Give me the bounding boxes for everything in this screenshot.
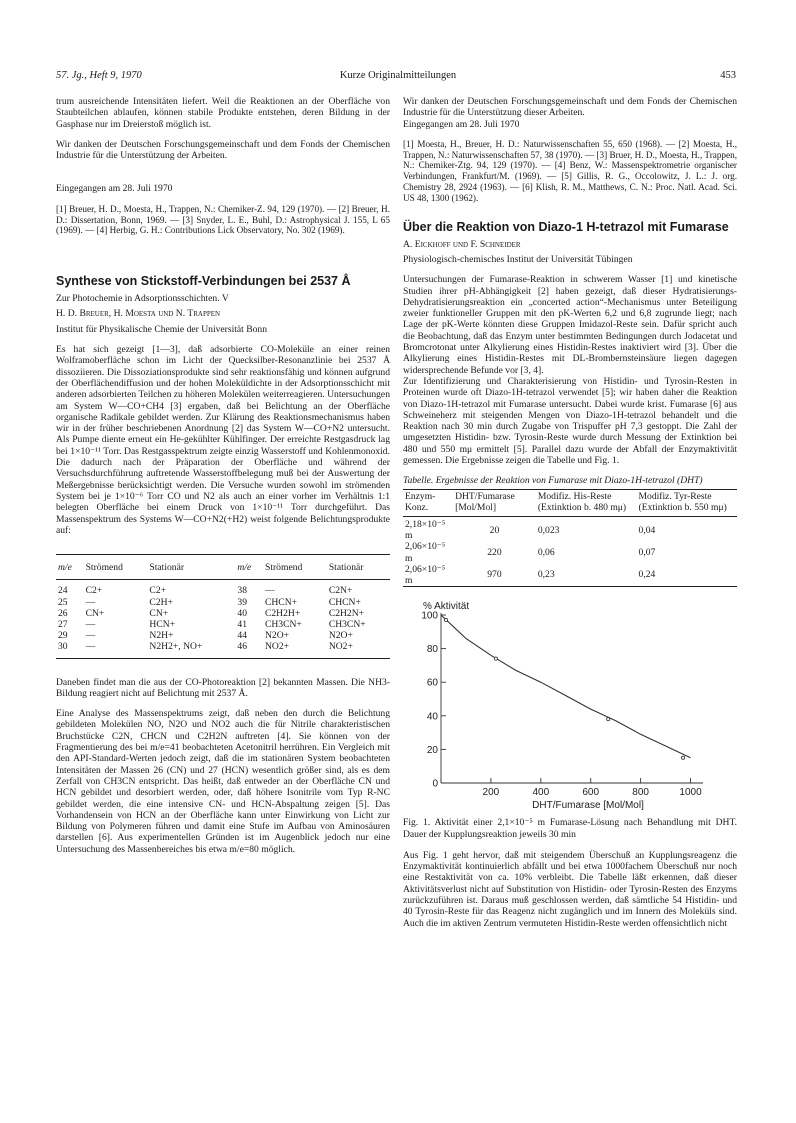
col-header: Modifiz. Tyr-Reste (Extinktion b. 550 mμ) (637, 489, 737, 516)
table-cell: N2H2+, NO+ (149, 641, 203, 653)
table-cell: 970 (487, 569, 502, 581)
table-cell: CN+ (149, 607, 169, 619)
table-cell: 0,06 (537, 547, 555, 559)
right-column (403, 96, 737, 938)
table-row (56, 597, 390, 608)
x-axis-label: DHT/Fumarase [Mol/Mol] (532, 800, 644, 812)
table-cell: 0,07 (638, 547, 656, 559)
table-cell: — (85, 618, 96, 630)
table-cell: 25 (58, 596, 68, 608)
y-tick-label: 20 (426, 745, 438, 757)
table-header-row (403, 489, 737, 516)
table-cell: NO2+ (328, 641, 353, 653)
table-row (56, 580, 390, 597)
table-cell: N2H+ (149, 630, 174, 642)
table-cell: 39 (237, 596, 247, 608)
table-cell: 29 (58, 630, 68, 642)
paragraph: Zur Identifizierung und Charakterisierung von Histidin- und Tyrosin-Resten in Proteinen wurde oft Diazo-1H-tetrazol verwendet [5]; wir haben daher die Reaktion von Diazo-1H-tetrazol mit Fumarase untersucht. Dabei wurde krist. Fumarase [6] aus Schweineherz mit steigenden Mengen von Diazo-1H-tetrazol behandelt und die Reaktion nach 30 min durch Zugabe von Trispuffer pH 7,3 gestoppt. Die Zahl der umgesetzten Histidin- bzw. Tyrosin-Reste wurde durch Messung der Extinktion bei 480 und 550 mμ ermittelt [5]. Parallel dazu wurde der Abfall der Enzymaktivität gemessen. Die Ergebnisse zeigen die Tabelle und Fig. 1. (403, 375, 737, 467)
institute: Institut für Physikalische Chemie der Universität Bonn (56, 323, 268, 335)
table-cell: — (264, 585, 275, 597)
table-cell: C2N+ (328, 585, 353, 597)
table-header-row (56, 555, 390, 580)
article-subtitle: Zur Photochemie in Adsorptionsschichten. V (56, 293, 229, 305)
table-cell: C2H2H+ (264, 607, 301, 619)
table-cell: 26 (58, 607, 68, 619)
table-row (56, 641, 390, 658)
x-tick-label: 1000 (679, 787, 702, 799)
col-header: Strömend (263, 555, 327, 580)
paragraph-main: Untersuchungen der Fumarase-Reaktion in schwerem Wasser [1] und kinetische Studien ihrer pH-Abhängigkeit [2] haben gezeigt, daß dieser Hydratisierungs-Dehydratisierungsreaktion ein „concerted action“-Mechanismus unter Beteiligung zweier funktioneller Gruppen mit den pK-Werten 6,2 und 6,8 zugrunde liegt; nach Lage der pK-Werte könnten diese Gruppen Imidazol-Reste sein. Dafür spricht auch die Beobachtung, daß das Enzym unter bestimmten Bedingungen durch Jodacetat und Bromcrotonat unter Alkylierung eines Histidin-Restes inaktiviert wird [3]. Über die Alkylierung eines Histidin-Restes mit DL-Brombernsteinsäure liegen dagegen widersprechende Befunde vor [3, 4]. (403, 274, 737, 376)
table-cell: 30 (58, 641, 68, 653)
journal-info: 57. Jg., Heft 9, 1970 (56, 70, 142, 81)
x-tick-label: 800 (632, 787, 649, 799)
table-cell: — (85, 596, 96, 608)
table-cell: 0,23 (537, 569, 555, 581)
col-header: DHT/Fumarase [Mol/Mol] (453, 489, 536, 516)
table-cell: 0,023 (537, 524, 560, 536)
received-date: Eingegangen am 28. Juli 1970 (403, 118, 520, 130)
received-date: Eingegangen am 28. Juli 1970 (56, 183, 173, 195)
article-title: Über die Reaktion von Diazo-1 H-tetrazol mit Fumarase (403, 219, 729, 234)
table-row (56, 630, 390, 641)
table-cell: C2+ (85, 585, 103, 597)
chart-svg (403, 591, 737, 815)
x-tick-label: 400 (532, 787, 550, 799)
table-caption: Tabelle. Ergebnisse der Reaktion von Fumarase mit Diazo-1H-tetrazol (DHT) (403, 475, 703, 487)
data-point (444, 619, 447, 622)
page-number: 453 (720, 70, 736, 81)
table-cell: 20 (489, 524, 500, 536)
col-header: Modifiz. His-Reste (Extinktion b. 480 mμ) (536, 489, 637, 516)
data-point (607, 718, 610, 721)
table-cell: 41 (237, 618, 247, 630)
table-cell: 40 (237, 607, 247, 619)
table-cell: CHCN+ (264, 596, 298, 608)
table-cell: C2H+ (149, 596, 173, 608)
y-axis-label: % Aktivität (423, 601, 470, 613)
table-cell: C2+ (149, 585, 167, 597)
paragraph: Daneben findet man die aus der CO-Photoreaktion [2] bekannten Massen. Die NH3-Bildung reagiert nicht auf Belichtung mit 2537 Å. (56, 676, 390, 699)
data-point (494, 657, 497, 660)
table-row (403, 517, 737, 542)
table-row (56, 608, 390, 619)
mass-table (56, 554, 390, 658)
section-title: Kurze Originalmitteilungen (339, 70, 457, 81)
table-cell: — (85, 630, 96, 642)
table-cell: N2O+ (328, 630, 353, 642)
table-cell: CH3CN+ (328, 618, 366, 630)
x-tick-label: 600 (582, 787, 600, 799)
table-cell: 2,18×10⁻⁵ m (405, 519, 446, 542)
y-tick-label: 80 (426, 644, 438, 656)
table-cell: N2O+ (264, 630, 290, 642)
col-header: m/e (56, 555, 84, 580)
table-row (403, 541, 737, 563)
paragraph: Aus Fig. 1 geht hervor, daß mit steigendem Überschuß an Kupplungsreagenz die Enzymaktivität kontinuierlich abfällt und bei etwa 1000fachem Überschuß nur noch eine Restaktivität von ca. 10% verbleibt. Die Tabelle läßt erkennen, daß dieser Aktivitätsverlust nicht auf Substitution von Histidin- oder Tyrosin-Resten des Enzyms zurückzuführen ist. Daraus muß geschlossen werden, daß sämtliche 54 Histidin- und 40 Tyrosin-Reste für das Reagenz nicht zugänglich und im Innern des Moleküls sind. Auch die im aktiven Zentrum vermuteten Histidin-Reste werden offensichtlich nicht (403, 849, 737, 929)
table-cell: 27 (58, 618, 68, 630)
article-title: Synthese von Stickstoff-Verbindungen bei 2537 Å (56, 274, 351, 289)
col-header: Stationär (147, 555, 235, 580)
references: [1] Breuer, H. D., Moesta, H., Trappen, N.: Chemiker-Z. 94, 129 (1970). — [2] Breuer, H. D.: Dissertation, Bonn, 1969. — [3] Snyder, L. E., Buhl, D.: Astrophysical J. 155, L 65 (1969). — [4] Herbig, G. H.: Contributions Lick Observatory, No. 302 (1969). (56, 203, 390, 236)
table-cell: 0,04 (638, 524, 656, 536)
activity-chart (403, 591, 737, 815)
table-cell: 44 (237, 630, 247, 642)
acknowledgement: Wir danken der Deutschen Forschungsgemeinschaft und dem Fonds der Chemischen Industrie für die Unterstützung dieser Arbeiten. (403, 96, 737, 119)
y-tick-label: 40 (426, 711, 438, 723)
table-cell: CH3CN+ (264, 618, 302, 630)
col-header: m/e (235, 555, 263, 580)
table-cell: HCN+ (149, 618, 176, 630)
table-cell: CHCN+ (328, 596, 361, 608)
y-tick-label: 0 (432, 778, 438, 790)
acknowledgement: Wir danken der Deutschen Forschungsgemeinschaft und dem Fonds der Chemischen Industrie für die Unterstützung der Arbeiten. (56, 138, 390, 162)
left-column (56, 96, 390, 864)
x-tick-label: 200 (482, 787, 500, 799)
table-cell: 24 (58, 585, 68, 597)
table-cell: 38 (237, 585, 247, 597)
data-point (681, 756, 684, 759)
fumarase-table (403, 489, 737, 588)
col-header: Strömend (84, 555, 148, 580)
table-cell: 2,06×10⁻⁵ m (405, 541, 446, 564)
authors: H. D. Breuer, H. Moesta und N. Trappen (56, 308, 221, 320)
table-cell: 0,24 (638, 569, 656, 581)
table-row (56, 619, 390, 630)
series-line (441, 615, 691, 758)
table-cell: 2,06×10⁻⁵ m (405, 563, 446, 587)
paragraph: Eine Analyse des Massenspektrums zeigt, daß neben den durch die Belichtung gebildeten Molekülen NO, N2O und NO2 auch die für Nitrile charakteristischen Bruchstücke C2N, CHCN und C2H2N auftreten [4]. Sie können von der Fragmentierung des bei m/e=41 beobachteten Acetonitril herrühren. Ein Vergleich mit den API-Standard-Werten jedoch zeigt, daß die im stationären System beobachteten Intensitäten der Massen 26 (CN) und 27 (HCN) wesentlich größer sind, als es dem Zerfall von CH3CN entspricht. Das heißt, daß entweder an der Oberfläche CN und HCN gebildet und desorbiert werden, oder, daß höhere Isonitrile vom Typ R-NC gebildet werden, die eine intensive CN- und HCN-Abspaltung zeigen [5]. Das Vorhandensein von HCN an der Oberfläche kann unter Einwirkung von Licht zur Bildung von Polymeren führen und damit eine Stufe im Aufbau von Aminosäuren darstellen [6]. Aus experimentellen Gründen ist im Augenblick jedoch nur eine Untersuchung des Massenbereiches bis etwa m/e=80 möglich. (56, 708, 390, 855)
col-header: Enzym-Konz. (403, 489, 453, 516)
paragraph-main: Es hat sich gezeigt [1—3], daß adsorbierte CO-Moleküle an einer reinen Wolframoberfläche schon im Licht der Quecksilber-Resonanzlinie bei 2537 Å dissoziieren. Die Dissoziationsprodukte sind sehr reaktionsfähig und können aufgrund der Oberflächendiffusion und der hohen Moleküldichte in der Adsorptionsschicht mit anderen adsorbierten Teilchen zu höheren Molekülen weiterreagieren. Untersuchungen am System W—CO+CH4 [3] ergaben, daß bei Belichtung an der Oberfläche organische Radikale gebildet werden. Zur Klärung des Reaktionsmechanismus haben wir in der früher beschriebenen Anordnung [2] das System W—CO+N2 untersucht. Als Pumpe diente erneut ein He-gekühlter Kühlfinger. Der erreichte Restgasdruck lag bei 1×10⁻¹¹ Torr. Das Restgasspektrum zeigte einzig Wasserstoff und Kohlenmonoxid. Die dadurch nach der Präparation der Oberfläche und während der Versuchsdurchführung auftretende Wasserstoffbelegung muß bei der Auswertung der Meßergebnisse berücksichtigt werden. Die Versuche wurden sowohl im strömenden System bei je 1×10⁻⁶ Torr CO und N2 als auch an einer vorher im Verhältnis 1:1 belegten Oberfläche bei einem Druck von 1×10⁻¹¹ Torr durchgeführt. Das Massenspektrum des Systems W—CO+N2(+H2) weist folgende Belichtungsprodukte auf: (56, 344, 390, 536)
table-cell: NO2+ (264, 641, 290, 653)
col-header: Stationär (327, 555, 390, 580)
y-tick-label: 60 (426, 677, 438, 689)
table-row (403, 564, 737, 587)
institute: Physiologisch-chemisches Institut der Universität Tübingen (403, 253, 633, 265)
table-cell: 220 (487, 547, 502, 559)
references: [1] Moesta, H., Breuer, H. D.: Naturwissenschaften 55, 650 (1968). — [2] Moesta, H., Trappen, N.: Naturwissenschaften 57, 38 (1970). — [3] Bruer, H. D., Moesta, H., Trappen, N.: Chemiker-Ztg. 94, 129 (1970). — [4] Benz, W.: Massenspektrometrie organischer Verbindungen, Frankfurt/M. (1969). — [5] Gillis, R. G., Occolowitz, J. L.: J. org. Chemistry 28, 2924 (1963). — [6] Klish, R. M., Matthews, C. N.: Proc. Natl. Acad. Sci. US 48, 1300 (1962). (403, 138, 737, 203)
authors: A. Eickhoff und F. Schneider (403, 238, 521, 250)
table-cell: C2H2N+ (328, 607, 365, 619)
figure-caption: Fig. 1. Aktivität einer 2,1×10⁻⁵ m Fumarase-Lösung nach Behandlung mit DHT. Dauer der Kupplungsreaktion jeweils 30 min (403, 817, 737, 840)
table-cell: 46 (237, 641, 247, 653)
y-tick-label: 100 (421, 610, 438, 622)
table-cell: — (85, 641, 96, 653)
table-cell: CN+ (85, 607, 105, 619)
paragraph: trum ausreichende Intensitäten liefert. Weil die Reaktionen an der Oberfläche von Staubteilchen ablaufen, können stabile Produkte entstehen, deren Bildung in der Gasphase nur im Dreierstoß möglich ist. (56, 96, 390, 130)
